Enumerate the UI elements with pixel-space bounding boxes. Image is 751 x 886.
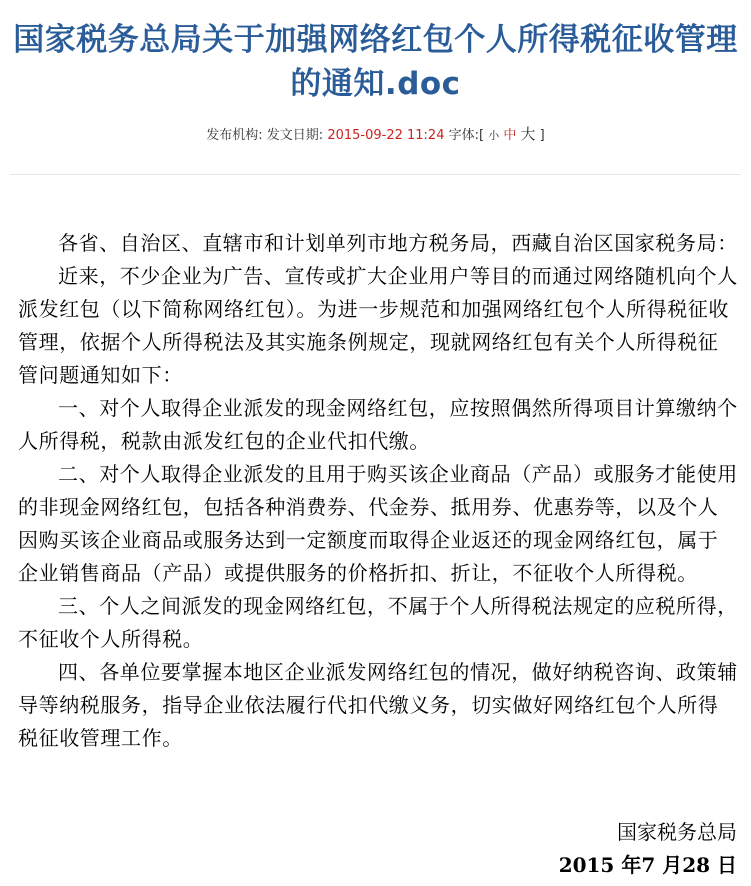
header-divider — [10, 174, 741, 175]
font-size-medium-link[interactable]: 中 — [503, 128, 517, 143]
font-size-small-link[interactable]: 小 — [488, 129, 500, 142]
article-paragraph-4: 四、各单位要掌握本地区企业派发网络红包的情况，做好纳税咨询、政策辅导等纳税服务，指导企业依法履行代扣代缴义务，切实做好网络红包个人所得税征收管理工作。 — [18, 660, 738, 750]
publisher-label: 发布机构: — [206, 128, 263, 143]
article-paragraph-1: 一、对个人取得企业派发的现金网络红包，应按照偶然所得项目计算缴纳个人所得税，税款由派发红包的企业代扣代缴。 — [18, 396, 738, 453]
issuer-name: 国家税务总局 — [617, 820, 737, 844]
date-label: 发文日期: — [266, 128, 324, 143]
article-paragraph-3: 三、个人之间派发的现金网络红包，不属于个人所得税法规定的应税所得，不征收个人所得税。 — [18, 594, 738, 651]
document-body — [18, 227, 738, 755]
article-paragraph-2: 二、对个人取得企业派发的且用于购买该企业商品（产品）或服务才能使用的非现金网络红包，包括各种消费券、代金券、抵用券、优惠券等，以及个人因购买该企业商品或服务达到一定额度而取得企业返还的现金网络红包，属于企业销售商品（产品）或提供服务的价格折扣、折让，不征收个人所得税。 — [18, 462, 738, 585]
intro-paragraph: 近来，不少企业为广告、宣传或扩大企业用户等目的而通过网络随机向个人派发红包（以下简称网络红包）。为进一步规范和加强网络红包个人所得税征收管理，依据个人所得税法及其实施条例规定，现就网络红包有关个人所得税征管问题通知如下： — [18, 264, 738, 387]
signature-block — [559, 816, 737, 882]
issue-date: 2015 年7 月28 日 — [558, 853, 737, 877]
font-size-label: 字体:[ — [448, 128, 485, 143]
document-title: 国家税务总局关于加强网络红包个人所得税征收管理的通知.doc — [13, 22, 738, 102]
font-size-close-bracket: ] — [539, 128, 545, 143]
salutation-paragraph: 各省、自治区、直辖市和计划单列市地方税务局，西藏自治区国家税务局： — [58, 231, 738, 255]
font-size-large-link[interactable]: 大 — [520, 125, 536, 143]
article-meta — [0, 124, 751, 146]
publish-date: 2015-09-22 11:24 — [327, 128, 445, 143]
